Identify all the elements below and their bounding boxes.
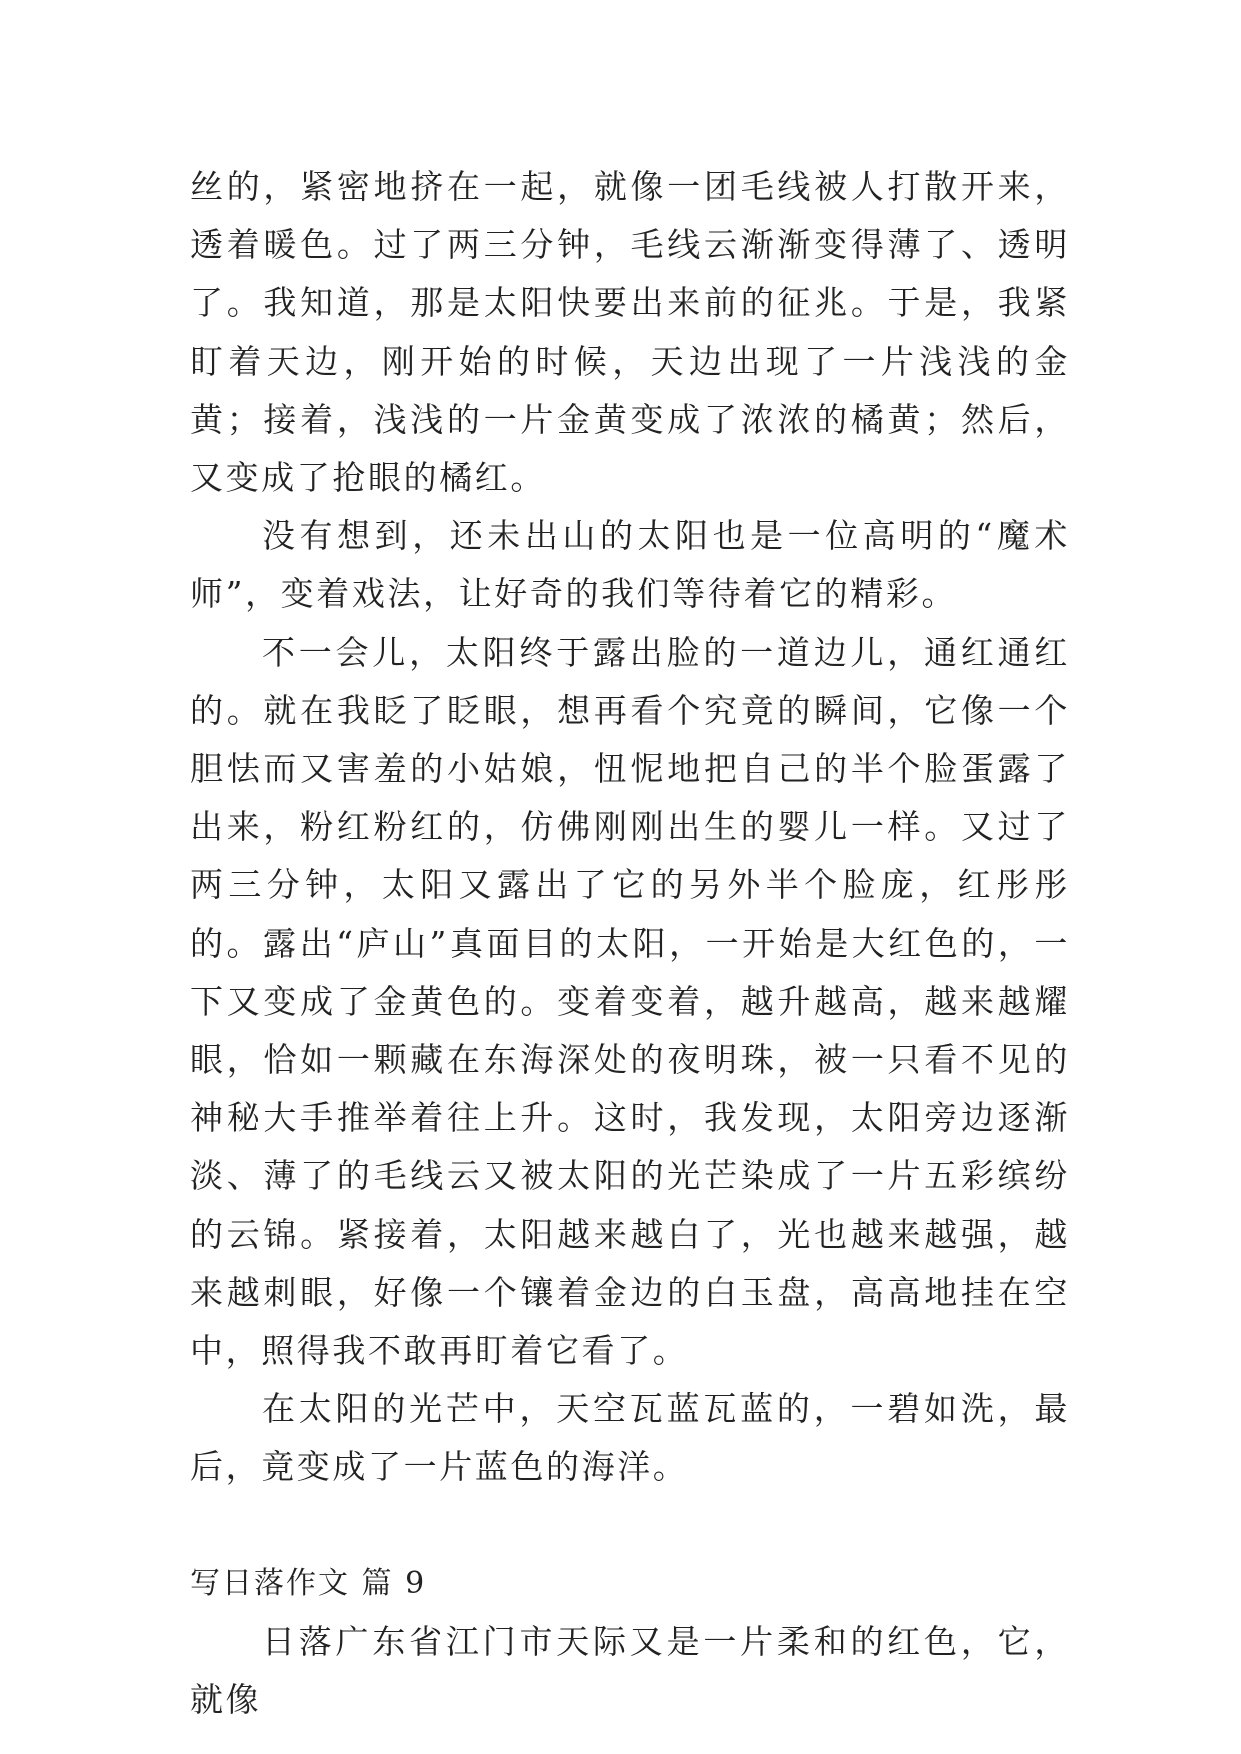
paragraph-continuation: 丝的，紧密地挤在一起，就像一团毛线被人打散开来，透着暖色。过了两三分钟，毛线云渐渐变得薄了、透明了。我知道，那是太阳快要出来前的征兆。于是，我紧盯着天边，刚开始的时候，天边出现了一片浅浅的金黄；接着，浅浅的一片金黄变成了浓浓的橘黄；然后，又变成了抢眼的橘红。 [190,167,1070,498]
paragraph-sunrise: 不一会儿，太阳终于露出脸的一道边儿，通红通红的。就在我眨了眨眼，想再看个究竟的瞬间，它像一个胆怯而又害羞的小姑娘，忸怩地把自己的半个脸蛋露了出来，粉红粉红的，仿佛刚刚出生的婴儿一样。又过了两三分钟，太阳又露出了它的另外半个脸庞，红彤彤的。露出“庐山”真面目的太阳，一开始是大红色的，一下又变成了金黄色的。变着变着，越升越高，越来越耀眼，恰如一颗藏在东海深处的夜明珠，被一只看不见的神秘大手推举着往上升。这时，我发现，太阳旁边逐渐淡、薄了的毛线云又被太阳的光芒染成了一片五彩缤纷的云锦。紧接着，太阳越来越白了，光也越来越强，越来越刺眼，好像一个镶着金边的白玉盘，高高地挂在空中，照得我不敢再盯着它看了。 [190,632,1070,1371]
document-body [190,158,1070,1729]
paragraph-magician: 没有想到，还未出山的太阳也是一位高明的“魔术师”，变着戏法，让好奇的我们等待着它的精彩。 [190,516,1070,614]
section-heading: 写日落作文 篇 9 [190,1565,427,1601]
paragraph-blue-sky: 在太阳的光芒中，天空瓦蓝瓦蓝的，一碧如洗，最后，竟变成了一片蓝色的海洋。 [190,1389,1070,1487]
paragraph-sunset-start: 日落广东省江门市天际又是一片柔和的红色，它，就像 [190,1621,1070,1719]
